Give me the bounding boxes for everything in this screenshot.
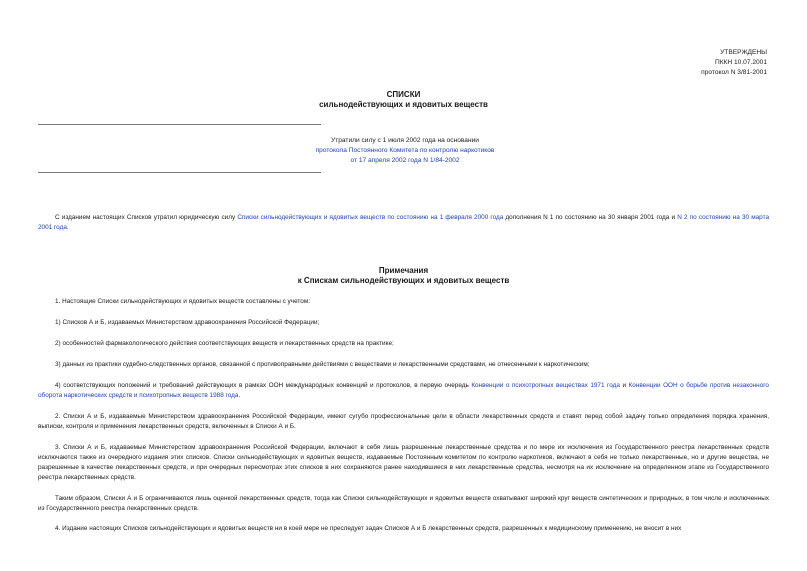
approval-protocol: протокол N 3/81-2001 [701,69,767,76]
note-paragraph-2: 2. Списки А и Б, издаваемые Министерством здравоохранения Российской Федерации, имеют сугубо профессиональные цели в области лекарственных средств и ставят перед собой задачу только определения порядка хранения, выписки, контроля и применения лекарственных средств, включенных в Списки А и Б. [38,413,769,430]
note-paragraph-1-4: 4) соответствующих положений и требований действующих в рамках ООН международных конвенций и протоколов, в первую очередь Конвенции о психотропных веществах 1971 года и Конвенции ООН о борьбе против незаконного оборота наркотических средств и психотропных веществ 1988 года. [38,382,769,399]
document-title [0,90,807,110]
note-paragraph-3: 3. Списки А и Б, издаваемые Министерством здравоохранения Российской Федерации, включают в себя лишь разрешенные лекарственные средства и по мере их исключения из Государственного реестра лекарственных средств исключаются также из очередного издания этих списков. Списки сильнодействующих и ядовитых веществ, издаваемые Постоянным комитетом по контролю наркотиков, включают в себя не только лекарственные, но и другие вещества, не разрешенные в качестве лекарственных средств, и при очередных пересмотрах этих списков в них сохраняются ранее находившиеся в них лекарственные средства, несмотря на их исключение на определенном этапе из Государственного реестра лекарственных средств. [38,444,769,481]
approval-stamp [701,48,767,78]
note-paragraph-1-2: 2) особенностей фармакологического действия соответствующих веществ и лекарственных средств на практике; [55,340,394,347]
title-line-1: СПИСКИ [386,90,421,99]
protocol-link-line-2[interactable]: от 17 апреля 2002 года N 1/84-2002 [350,157,460,164]
divider-top [38,124,321,125]
lists-2000-link[interactable]: Списки сильнодействующих и ядовитых веществ по состоянию на 1 февраля 2000 года [237,214,504,221]
intro-paragraph: С изданием настоящих Списков утратил юридическую силу Списки сильнодействующих и ядовитых веществ по состоянию на 1 февраля 2000 года дополнения N 1 по состоянию на 30 января 2001 года и N 2 по состоянию на 30 марта 2001 года. [38,214,769,231]
convention-1988-link[interactable]: Конвенции ООН о борьбе против незаконного оборота наркотических средств и психотропных веществ 1988 года [38,382,769,399]
notes-title-line-1: Примечания [378,266,429,275]
title-line-2: сильнодействующих и ядовитых веществ [319,100,488,109]
note-paragraph-1-1: 1) Списков А и Б, издаваемых Министерством здравоохранения Российской Федерации; [55,319,320,326]
protocol-link-line-1[interactable]: протокола Постоянного Комитета по контролю наркотиков [315,147,495,154]
notes-title-line-2: к Спискам сильнодействующих и ядовитых веществ [297,276,510,285]
addendum-2-link[interactable]: N 2 по состоянию на 30 марта 2001 года [38,214,769,231]
lost-force-text: Утратили силу с 1 июля 2002 года на основании [331,137,479,144]
note-paragraph-1: 1. Настоящие Списки сильнодействующих и ядовитых веществ составлены с учетом: [55,298,310,305]
lost-force-notice [240,136,570,166]
note-paragraph-3-cont: Таким образом, Списки А и Б ограничиваются лишь оценкой лекарственных средств, тогда как Списки сильнодействующих и ядовитых веществ охватывают широкий круг веществ синтетических и природных, в том числе и исключенных из Государственного реестра лекарственных средств. [38,495,769,512]
convention-1971-link[interactable]: Конвенции о психотропных веществах 1971 года [471,382,620,389]
approval-date: ПККН 10.07.2001 [714,59,767,66]
note-paragraph-1-3: 3) данных из практики судебно-следственных органов, связанной с противоправными действиями с веществами и лекарственными средствами, не отнесенными к наркотическим; [55,361,590,368]
note-paragraph-4: 4. Издание настоящих Списков сильнодействующих и ядовитых веществ ни в коей мере не преследует задач Списков А и Б лекарственных средств, разрешенных к медицинскому применению, не вносит в них [55,525,682,532]
approval-line: УТВЕРЖДЕНЫ [720,49,767,56]
divider-bottom [38,172,321,173]
notes-title [0,266,807,286]
